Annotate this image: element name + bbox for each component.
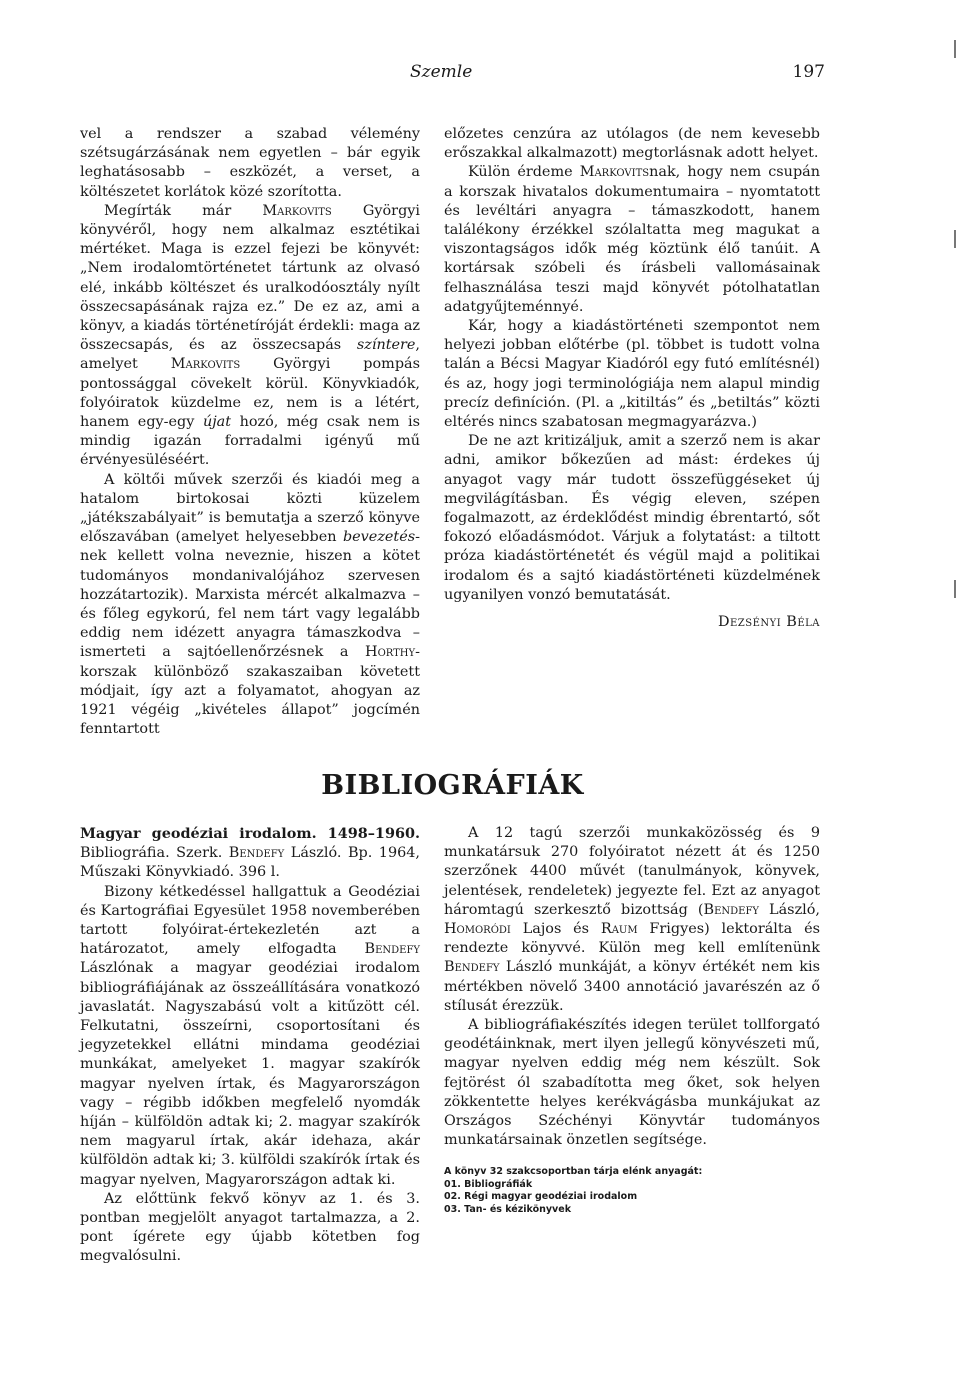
text-run: Megírták már bbox=[104, 202, 263, 219]
running-title: Szemle bbox=[410, 62, 473, 82]
bibliography-column-left bbox=[80, 824, 420, 1267]
paragraph: Az előttünk fekvő könyv az 1. és 3. pontban megjelölt anyagot tartalmazza, a 2. pont ígérete egy újabb kötetben fog megvalósulni. bbox=[80, 1190, 420, 1265]
text-run: -korszak különböző szakaszaiban követett módjait, így azt a folyamatot, ahogyan az 1921 végéig „kivételes állapot” jogcímén fenntartott bbox=[80, 644, 420, 738]
text-run: A 12 tagú szerzői munkaközösség és 9 munkatársuk 270 folyóiratot nézett át és 1250 szerzőnek 4400 művét (tanulmányok, könyvek, jelentések, rendeletek) jegyezte fel. Ezt az anyagot háromtagú szerkesztő bizottság ( bbox=[444, 825, 820, 918]
text-run: A költői művek szerzői és kiadói meg a hatalom birtokosai közti küzelem „játékszabályait” is bemutatja a szerző könyve előszavában (amelyet helyesebben bbox=[80, 471, 420, 546]
text-run: Györgyi könyvéről, hogy nem alkalmaz esztétikai mértéket. Maga is ezzel fejezi be könyvét: „Nem irodalomtörténetet tártunk az olvasó elé, inkább költészet és uralkodóosztály nyílt összecsapásának rajza ez.” De ez az, ami a könyv, a kiadás történetíróját érdekli: maga az összecsapás, és az összecsapás bbox=[80, 202, 421, 354]
editor-name: Bendefy bbox=[228, 845, 285, 862]
paragraph: vel a rendszer a szabad vélemény szétsugárzásának nem egyetlen – bár egyik leghatásosabb – eszközét, a verset, a költészetet korlátok közé szorította. bbox=[80, 126, 420, 200]
text-run: nak, hogy nem csupán a korszak hivatalos dokumentumaira – nyomtatott és levéltári anyagra – támaszkodott, hanem találékony érzékkel szólaltatta meg magukat a viszontagságos idők még köztünk élő tanúit. A kortársak szóbeli és írásbeli vallomásainak felhasználása teszi majd könyvét pótolhatatlan adatgyűjteménnyé. bbox=[444, 164, 820, 315]
text-run: László munkáját, a könyv értékét nem kis mértékben növelő 3400 annotáció javarészén az ő stílusát érezzük. bbox=[444, 959, 820, 1014]
contents-item: 03. Tan- és kézikönyvek bbox=[444, 1203, 572, 1215]
book-title: Magyar geodéziai irodalom. 1498–1960. bbox=[80, 825, 420, 842]
person-name: Bendefy bbox=[703, 901, 759, 918]
text-run: László. Bp. 1964, Műszaki Könyvkiadó. 396 l. bbox=[80, 845, 420, 881]
review-column-left bbox=[80, 125, 420, 740]
person-name: Bendefy bbox=[364, 941, 420, 958]
paragraph bbox=[80, 883, 420, 1190]
person-name: Horthy bbox=[365, 644, 416, 661]
paragraph bbox=[444, 163, 820, 317]
scan-edge-mark bbox=[954, 230, 956, 248]
person-name: Bendefy bbox=[444, 959, 500, 976]
text-run: hozó, még csak nem is mindig igazán forradalmi igényű mű érvényesüléséért. bbox=[80, 414, 420, 469]
text-run: László, bbox=[758, 901, 820, 918]
text-run: Györgyi pompás pontossággal cövekelt körül. Könyvkiadók, folyóiratok küzdelme ez, nem is a létért, hanem egy-egy bbox=[80, 356, 420, 431]
text-run: Külön érdeme bbox=[468, 164, 580, 181]
page-number: 197 bbox=[792, 62, 825, 82]
scan-edge-mark bbox=[954, 40, 956, 58]
scan-edge-mark bbox=[954, 580, 956, 598]
paragraph: A bibliográfiakészítés idegen terület tollforgató geodétáinknak, mert ilyen jellegű könyvészeti mű, magyar nyelven eddig még nem készült. Sok fejtörést ól szabadította meg őket, sok helyen zökkentette helyes kerékvágásba munkájukat az Országos Széchényi Könyvtár tudományos munkatársainak önzetlen segítsége. bbox=[444, 1017, 820, 1149]
person-name: Raum bbox=[600, 921, 638, 938]
emphasis: színtere bbox=[356, 337, 416, 354]
text-run: Bizony kétkedéssel hallgattuk a Geodéziai és Kartográfiai Egyesület 1958 novemberében tartott folyóirat-értekezletén azt a határozatot, amely elfogadta bbox=[80, 883, 420, 958]
emphasis: bevezetés bbox=[342, 529, 416, 546]
text-run: Lajos és bbox=[510, 921, 601, 938]
running-head bbox=[80, 62, 825, 90]
author-name: Markovits bbox=[170, 356, 241, 373]
review-signature: Dezsényi Béla bbox=[717, 614, 820, 631]
bibliographic-entry bbox=[80, 824, 420, 883]
person-name: Homoródi bbox=[444, 921, 511, 938]
text-run: Frigyes) lektorálta és rendezte könyvvé. Külön meg kell említenünk bbox=[444, 921, 820, 957]
text-run: , amelyet bbox=[80, 337, 420, 373]
paragraph bbox=[80, 471, 420, 740]
contents-item: 02. Régi magyar geodéziai irodalom bbox=[444, 1191, 638, 1203]
bibliography-column-right bbox=[444, 824, 820, 1216]
author-name: Markovits bbox=[579, 164, 650, 181]
text-run: Lászlónak a magyar geodéziai irodalom bibliográfiájának az összeállítására vonatkozó javaslatát. Nagyszabású volt a kitűzött cél. Felkutatni, összeírni, csoportosítani és jegyzetekkel ellátni mindama geodéziai munkákat, amelyeket 1. magyar szakírók magyar nyelven írtak, és Magyarországon vagy – régibb időkben megfelelő nyomdák híján – külföldön adtak ki; 2. magyar szakírók nem magyarul írtak, akár idehaza, akár külföldön adtak ki; 3. külföldi szakírók írtak és magyar nyelven, Magyarországon adtak ki. bbox=[80, 960, 420, 1188]
text-run: Bibliográfia. Szerk. bbox=[80, 845, 229, 862]
contents-list bbox=[444, 1166, 820, 1216]
emphasis: újat bbox=[202, 414, 232, 431]
paragraph bbox=[444, 824, 820, 1016]
contents-item: 01. Bibliográfiák bbox=[444, 1178, 533, 1190]
text-run: -nek kellett volna neveznie, hiszen a kötet tudományos mondanivalójához szervesen hozzátartozik). Marxista mércét alkalmazva – és főleg egykorú, fel nem tárt vagy legalább eddig nem idézett anyagra támaszkodva – ismerteti a sajtóellenőrzésnek a bbox=[80, 529, 420, 661]
section-heading: BIBLIOGRÁFIÁK bbox=[321, 770, 584, 801]
author-name: Markovits bbox=[262, 202, 332, 219]
paragraph: Kár, hogy a kiadástörténeti szempontot nem helyezi jobban előtérbe (pl. többet is tudott volna talán a Bécsi Magyar Kiadóról egy futó említésnél) és az, hogy jogi terminológiája nem alapul mindig precíz definíción. (Pl. a „kitiltás” és „betiltás” közti eltérés nincs szabatosan megmagyarázva.) bbox=[444, 318, 820, 431]
paragraph: előzetes cenzúra az utólagos (de nem kevesebb erőszakkal alkalmazott) megtorlásnak adott helyet. bbox=[444, 126, 820, 162]
paragraph bbox=[80, 202, 420, 471]
review-column-right bbox=[444, 125, 820, 632]
contents-intro: A könyv 32 szakcsoportban tárja elénk anyagát: bbox=[444, 1166, 703, 1178]
paragraph: De ne azt kritizáljuk, amit a szerző nem is akar adni, amikor bőkezűen ad mást: érdekes új anyagot vagy már tudott összefüggéseket új megvilágításban. És végig eleven, szépen fogalmazott, az érdeklődést mindig ébrentartó, sőt fokozó előadásmódot. Várjuk a folytatást: a tiltott próza kiadástörténetét és végül majd a politikai irodalom és a sajtó kiadástörténeti küzdelmének ugyanilyen vonzó bemutatását. bbox=[444, 433, 820, 603]
